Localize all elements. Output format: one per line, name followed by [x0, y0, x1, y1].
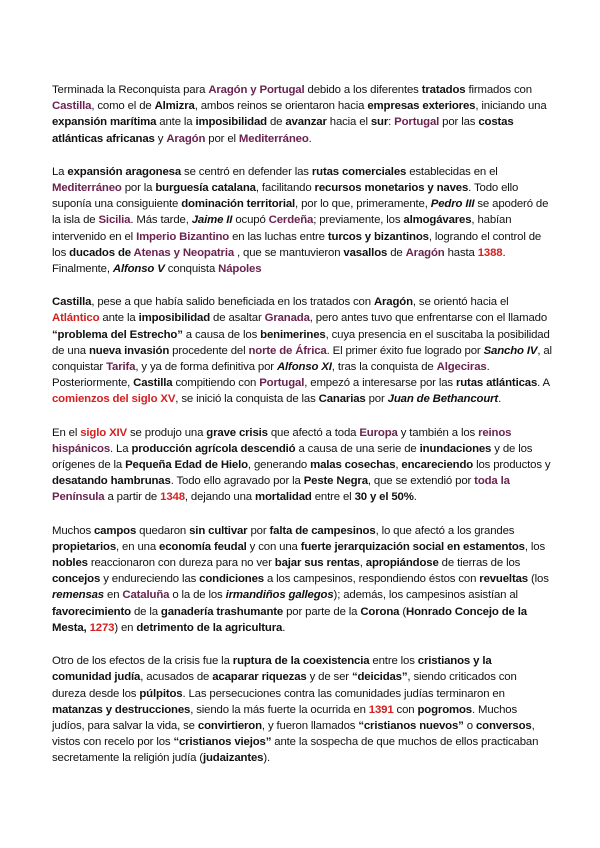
- paragraph-1: [52, 82, 552, 147]
- text-run: turcos y bizantinos: [327, 230, 429, 243]
- text-run: púlpitos: [139, 687, 183, 700]
- text-run: Otro de los efectos de la crisis fue la: [52, 655, 233, 668]
- text-run: debido a los diferentes: [304, 84, 422, 96]
- text-run: Sancho IV: [483, 344, 538, 357]
- text-run: . Todo ello suponía una consiguiente: [52, 182, 519, 211]
- text-run: , siendo criticados con dureza desde los: [52, 671, 517, 700]
- text-run: ante la: [99, 312, 139, 325]
- text-run: .: [413, 491, 417, 504]
- text-run: y con una: [246, 540, 301, 553]
- text-run: malas cosechas: [310, 459, 396, 472]
- text-run: siglo XIV: [80, 426, 127, 439]
- text-run: costas atlánticas africanas: [52, 116, 514, 145]
- text-run: inundaciones: [419, 442, 492, 455]
- text-run: , acusados de: [140, 671, 213, 684]
- text-run: procedente del: [169, 344, 249, 357]
- text-run: de la: [130, 605, 161, 618]
- text-run: ducados de: [69, 246, 134, 259]
- text-run: ); además, los campesinos asistían al: [333, 589, 518, 602]
- text-run: y de ser: [306, 671, 352, 684]
- text-run: Castilla: [52, 296, 92, 309]
- text-run: ante la sospecha de que muchos de ellos practicaban secretamente la religión judía (: [52, 736, 539, 765]
- text-run: de: [387, 246, 406, 259]
- text-run: Tarifa: [106, 361, 136, 374]
- text-run: La: [52, 165, 68, 178]
- text-run: Peste Negra: [303, 475, 368, 488]
- text-run: . Más tarde,: [130, 214, 192, 227]
- text-run: ganadería trashumante: [160, 605, 284, 618]
- text-run: benimerines: [260, 328, 326, 341]
- text-run: remensas: [52, 589, 104, 602]
- text-run: grave crisis: [206, 426, 268, 439]
- text-run: , generando: [247, 459, 311, 472]
- text-run: , iniciando una: [475, 100, 547, 113]
- text-run: toda la Península: [52, 475, 510, 504]
- text-run: ocupó: [232, 214, 269, 227]
- text-run: 1273: [89, 621, 115, 634]
- text-run: a partir de: [104, 491, 161, 504]
- text-run: acaparar riquezas: [212, 671, 307, 684]
- text-run: y de los orígenes de la: [52, 442, 533, 472]
- text-run: por las: [439, 116, 479, 129]
- text-run: Aragón: [166, 132, 206, 145]
- text-run: a causa de una serie de: [295, 442, 420, 455]
- text-run: Mediterráneo: [238, 132, 309, 145]
- text-run: . Muchos judíos, para salvar la vida, se: [52, 703, 517, 732]
- text-run: , los: [524, 540, 545, 553]
- text-run: expansión aragonesa: [67, 165, 182, 178]
- paragraph-6: [52, 653, 552, 766]
- text-run: , se orientó hacia el: [412, 296, 509, 309]
- text-run: detrimento de la agricultura: [136, 621, 283, 634]
- text-run: ) en: [114, 621, 137, 634]
- text-run: los productos y: [473, 459, 551, 472]
- text-run: , y ya de forma definitiva por: [135, 361, 277, 374]
- text-run: por parte de la: [283, 605, 361, 618]
- text-run: establecidas en el: [406, 165, 498, 178]
- text-run: 1348: [160, 491, 185, 504]
- text-run: hacia el: [326, 116, 371, 129]
- text-run: quedaron: [136, 524, 190, 537]
- text-run: recursos monetarios y naves: [314, 182, 469, 195]
- text-run: . El primer éxito fue logrado por: [326, 344, 484, 357]
- text-run: y: [154, 132, 167, 145]
- text-run: reaccionaron con dureza para no ver: [87, 557, 275, 570]
- text-run: Muchos: [52, 524, 94, 537]
- text-run: , dejando una: [184, 491, 255, 504]
- text-run: conversos: [475, 719, 532, 732]
- text-run: empresas exteriores: [367, 100, 476, 113]
- text-run: , que se mantuvieron: [234, 246, 344, 259]
- text-run: , en una: [116, 540, 160, 553]
- text-run: mortalidad: [255, 491, 312, 504]
- text-run: conquista: [164, 263, 219, 276]
- text-run: . Las persecuciones contra las comunidades judías terminaron en: [182, 687, 505, 700]
- paragraph-2: [52, 164, 552, 277]
- text-run: En el: [52, 426, 81, 439]
- text-run: propietarios: [52, 540, 117, 553]
- text-run: “cristianos nuevos”: [358, 719, 464, 732]
- text-run: Portugal: [259, 377, 305, 390]
- text-run: campos: [94, 524, 137, 537]
- text-run: producción agrícola descendió: [131, 442, 296, 455]
- text-run: Alfonso V: [112, 263, 165, 276]
- text-run: vasallos: [343, 246, 388, 259]
- text-run: Castilla: [52, 100, 92, 113]
- text-run: de: [266, 116, 286, 129]
- text-run: avanzar: [285, 116, 327, 129]
- text-run: sin cultivar: [189, 524, 248, 537]
- text-run: Canarias: [318, 393, 366, 406]
- text-run: cristianos y la comunidad judía: [52, 655, 492, 684]
- text-run: Granada: [264, 312, 310, 325]
- text-run: , logrando el control de los: [52, 230, 542, 259]
- paragraph-4: [52, 425, 552, 506]
- text-run: desatando hambrunas: [52, 475, 171, 488]
- text-run: comienzos del siglo XV: [52, 393, 176, 406]
- text-run: 30 y el 50%: [354, 491, 414, 504]
- text-run: dominación territorial: [181, 198, 296, 211]
- text-run: Honrado Concejo de la Mesta,: [52, 605, 527, 634]
- text-run: encareciendo: [401, 459, 474, 472]
- text-run: , facilitando: [255, 182, 315, 195]
- text-run: favorecimiento: [52, 605, 131, 618]
- text-run: bajar sus rentas: [274, 557, 360, 570]
- text-run: hasta: [444, 246, 478, 259]
- text-run: con: [393, 703, 418, 716]
- text-run: por la: [121, 182, 156, 195]
- text-run: Portugal: [394, 116, 440, 129]
- text-run: se apoderó de la isla de: [52, 198, 549, 227]
- text-run: ,: [359, 557, 366, 570]
- text-run: entre el: [311, 491, 355, 504]
- text-run: .: [308, 132, 312, 145]
- text-run: irmandiños gallegos: [225, 589, 334, 602]
- text-run: imposibilidad: [195, 116, 267, 129]
- text-run: . La: [110, 442, 132, 455]
- text-run: , empezó a interesarse por las: [304, 377, 456, 390]
- text-run: compitiendo con: [172, 377, 260, 390]
- text-run: 1388: [477, 246, 503, 259]
- text-run: falta de campesinos: [269, 524, 376, 537]
- text-run: a los campesinos, respondiendo éstos con: [263, 573, 480, 586]
- text-run: , vistos con recelo por los: [52, 719, 535, 749]
- text-run: sur: [370, 116, 389, 129]
- text-run: , pero antes tuvo que enfrentarse con el llamado: [309, 312, 548, 325]
- text-run: en las luchas entre: [229, 230, 328, 243]
- text-run: Alfonso XI: [276, 361, 332, 374]
- text-run: Corona: [360, 605, 400, 618]
- text-run: Juan de Bethancourt: [387, 393, 499, 406]
- text-run: , pese a que había salido beneficiada en los tratados con: [91, 296, 374, 309]
- text-run: ,: [395, 459, 402, 472]
- text-run: entre los: [369, 655, 418, 668]
- text-run: reinos hispánicos: [52, 426, 512, 455]
- text-run: Castilla: [133, 377, 173, 390]
- text-run: expansión marítima: [52, 116, 157, 129]
- text-run: Algeciras: [436, 361, 487, 374]
- text-run: 1391: [368, 703, 394, 716]
- text-run: , se inició la conquista de las: [175, 393, 319, 406]
- text-run: :: [388, 116, 395, 129]
- text-run: firmados con: [465, 84, 532, 96]
- text-run: por el: [205, 132, 239, 145]
- text-run: concejos: [52, 573, 101, 586]
- text-run: “cristianos viejos”: [173, 736, 272, 749]
- text-run: imposibilidad: [138, 312, 211, 325]
- text-run: .: [282, 621, 286, 634]
- text-run: en: [104, 589, 123, 602]
- text-run: y endureciendo las: [100, 573, 200, 586]
- text-run: .: [498, 393, 502, 406]
- text-run: Sicilia: [98, 214, 131, 227]
- text-run: . A: [537, 377, 550, 390]
- text-run: Atenas y Neopatria: [133, 246, 235, 259]
- text-run: tratados: [421, 84, 466, 96]
- text-run: rutas atlánticas: [455, 377, 538, 390]
- text-run: se produjo una: [127, 426, 207, 439]
- text-run: Pequeña Edad de Hielo: [125, 459, 248, 472]
- text-run: convirtieron: [197, 719, 262, 732]
- text-run: se centró en defender las: [181, 165, 312, 178]
- text-run: , siendo la más fuerte la ocurrida en: [190, 703, 369, 716]
- text-run: Atlántico: [52, 312, 100, 325]
- text-run: de asaltar: [210, 312, 265, 325]
- text-run: norte de África: [248, 344, 327, 357]
- text-run: (los: [527, 573, 549, 586]
- text-run: pogromos: [417, 703, 472, 716]
- text-run: . Posteriormente,: [52, 361, 490, 390]
- text-run: , al conquistar: [52, 344, 552, 374]
- text-run: , que se extendió por: [367, 475, 475, 488]
- text-run: , tras la conquista de: [331, 361, 437, 374]
- text-run: rutas comerciales: [311, 165, 407, 178]
- text-run: , y fueron llamados: [261, 719, 359, 732]
- text-run: , lo que afectó a los grandes: [375, 524, 515, 537]
- text-run: Imperio Bizantino: [136, 230, 230, 243]
- text-run: , habían intervenido en el: [52, 214, 512, 243]
- text-run: de tierras de los: [438, 557, 521, 570]
- text-run: economía feudal: [159, 540, 247, 553]
- text-run: ante la: [156, 116, 196, 129]
- text-run: o la de los: [169, 589, 226, 602]
- text-run: Almizra: [154, 100, 195, 113]
- text-run: a causa de los: [182, 328, 261, 341]
- text-run: (: [399, 605, 406, 618]
- text-run: por: [365, 393, 388, 406]
- text-run: burguesía catalana: [155, 182, 256, 195]
- text-run: Nápoles: [218, 263, 262, 276]
- document-page: [52, 82, 552, 784]
- text-run: Terminada la Reconquista para: [52, 84, 209, 96]
- text-run: Europa: [359, 426, 398, 439]
- text-run: , cuya presencia en el suscitaba la posibilidad de una: [52, 328, 550, 357]
- text-run: Aragón: [373, 296, 413, 309]
- text-run: Aragón y Portugal: [208, 84, 305, 96]
- text-run: que afectó a toda: [267, 426, 360, 439]
- text-run: Cerdeña: [268, 214, 314, 227]
- text-run: Mediterráneo: [52, 182, 122, 195]
- text-run: , ambos reinos se orientaron hacia: [194, 100, 368, 113]
- text-run: . Todo ello agravado por la: [170, 475, 304, 488]
- text-run: Aragón: [405, 246, 445, 259]
- text-run: condiciones: [199, 573, 264, 586]
- text-run: Cataluña: [122, 589, 170, 602]
- text-run: , como el de: [91, 100, 155, 113]
- text-run: nueva invasión: [88, 344, 170, 357]
- text-run: judaizantes: [202, 752, 264, 765]
- text-run: ruptura de la coexistencia: [232, 655, 370, 668]
- text-run: ).: [263, 752, 271, 765]
- text-run: nobles: [52, 557, 88, 570]
- text-run: y también a los: [397, 426, 479, 439]
- text-run: , por lo que, primeramente,: [295, 198, 431, 211]
- text-run: . Finalmente,: [52, 246, 506, 276]
- paragraph-3: [52, 294, 552, 407]
- text-run: ; previamente, los: [313, 214, 404, 227]
- text-run: Pedro III: [430, 198, 475, 211]
- text-run: o: [463, 719, 476, 732]
- text-run: por: [247, 524, 270, 537]
- paragraph-5: [52, 523, 552, 636]
- text-run: apropiándose: [365, 557, 439, 570]
- text-run: revueltas: [479, 573, 528, 586]
- text-run: almogávares: [403, 214, 472, 227]
- text-run: fuerte jerarquización social en estamentos: [300, 540, 525, 553]
- text-run: “problema del Estrecho”: [52, 328, 183, 341]
- text-run: matanzas y destrucciones: [52, 703, 191, 716]
- text-run: “deicidas”: [351, 671, 408, 684]
- text-run: Jaime II: [191, 214, 233, 227]
